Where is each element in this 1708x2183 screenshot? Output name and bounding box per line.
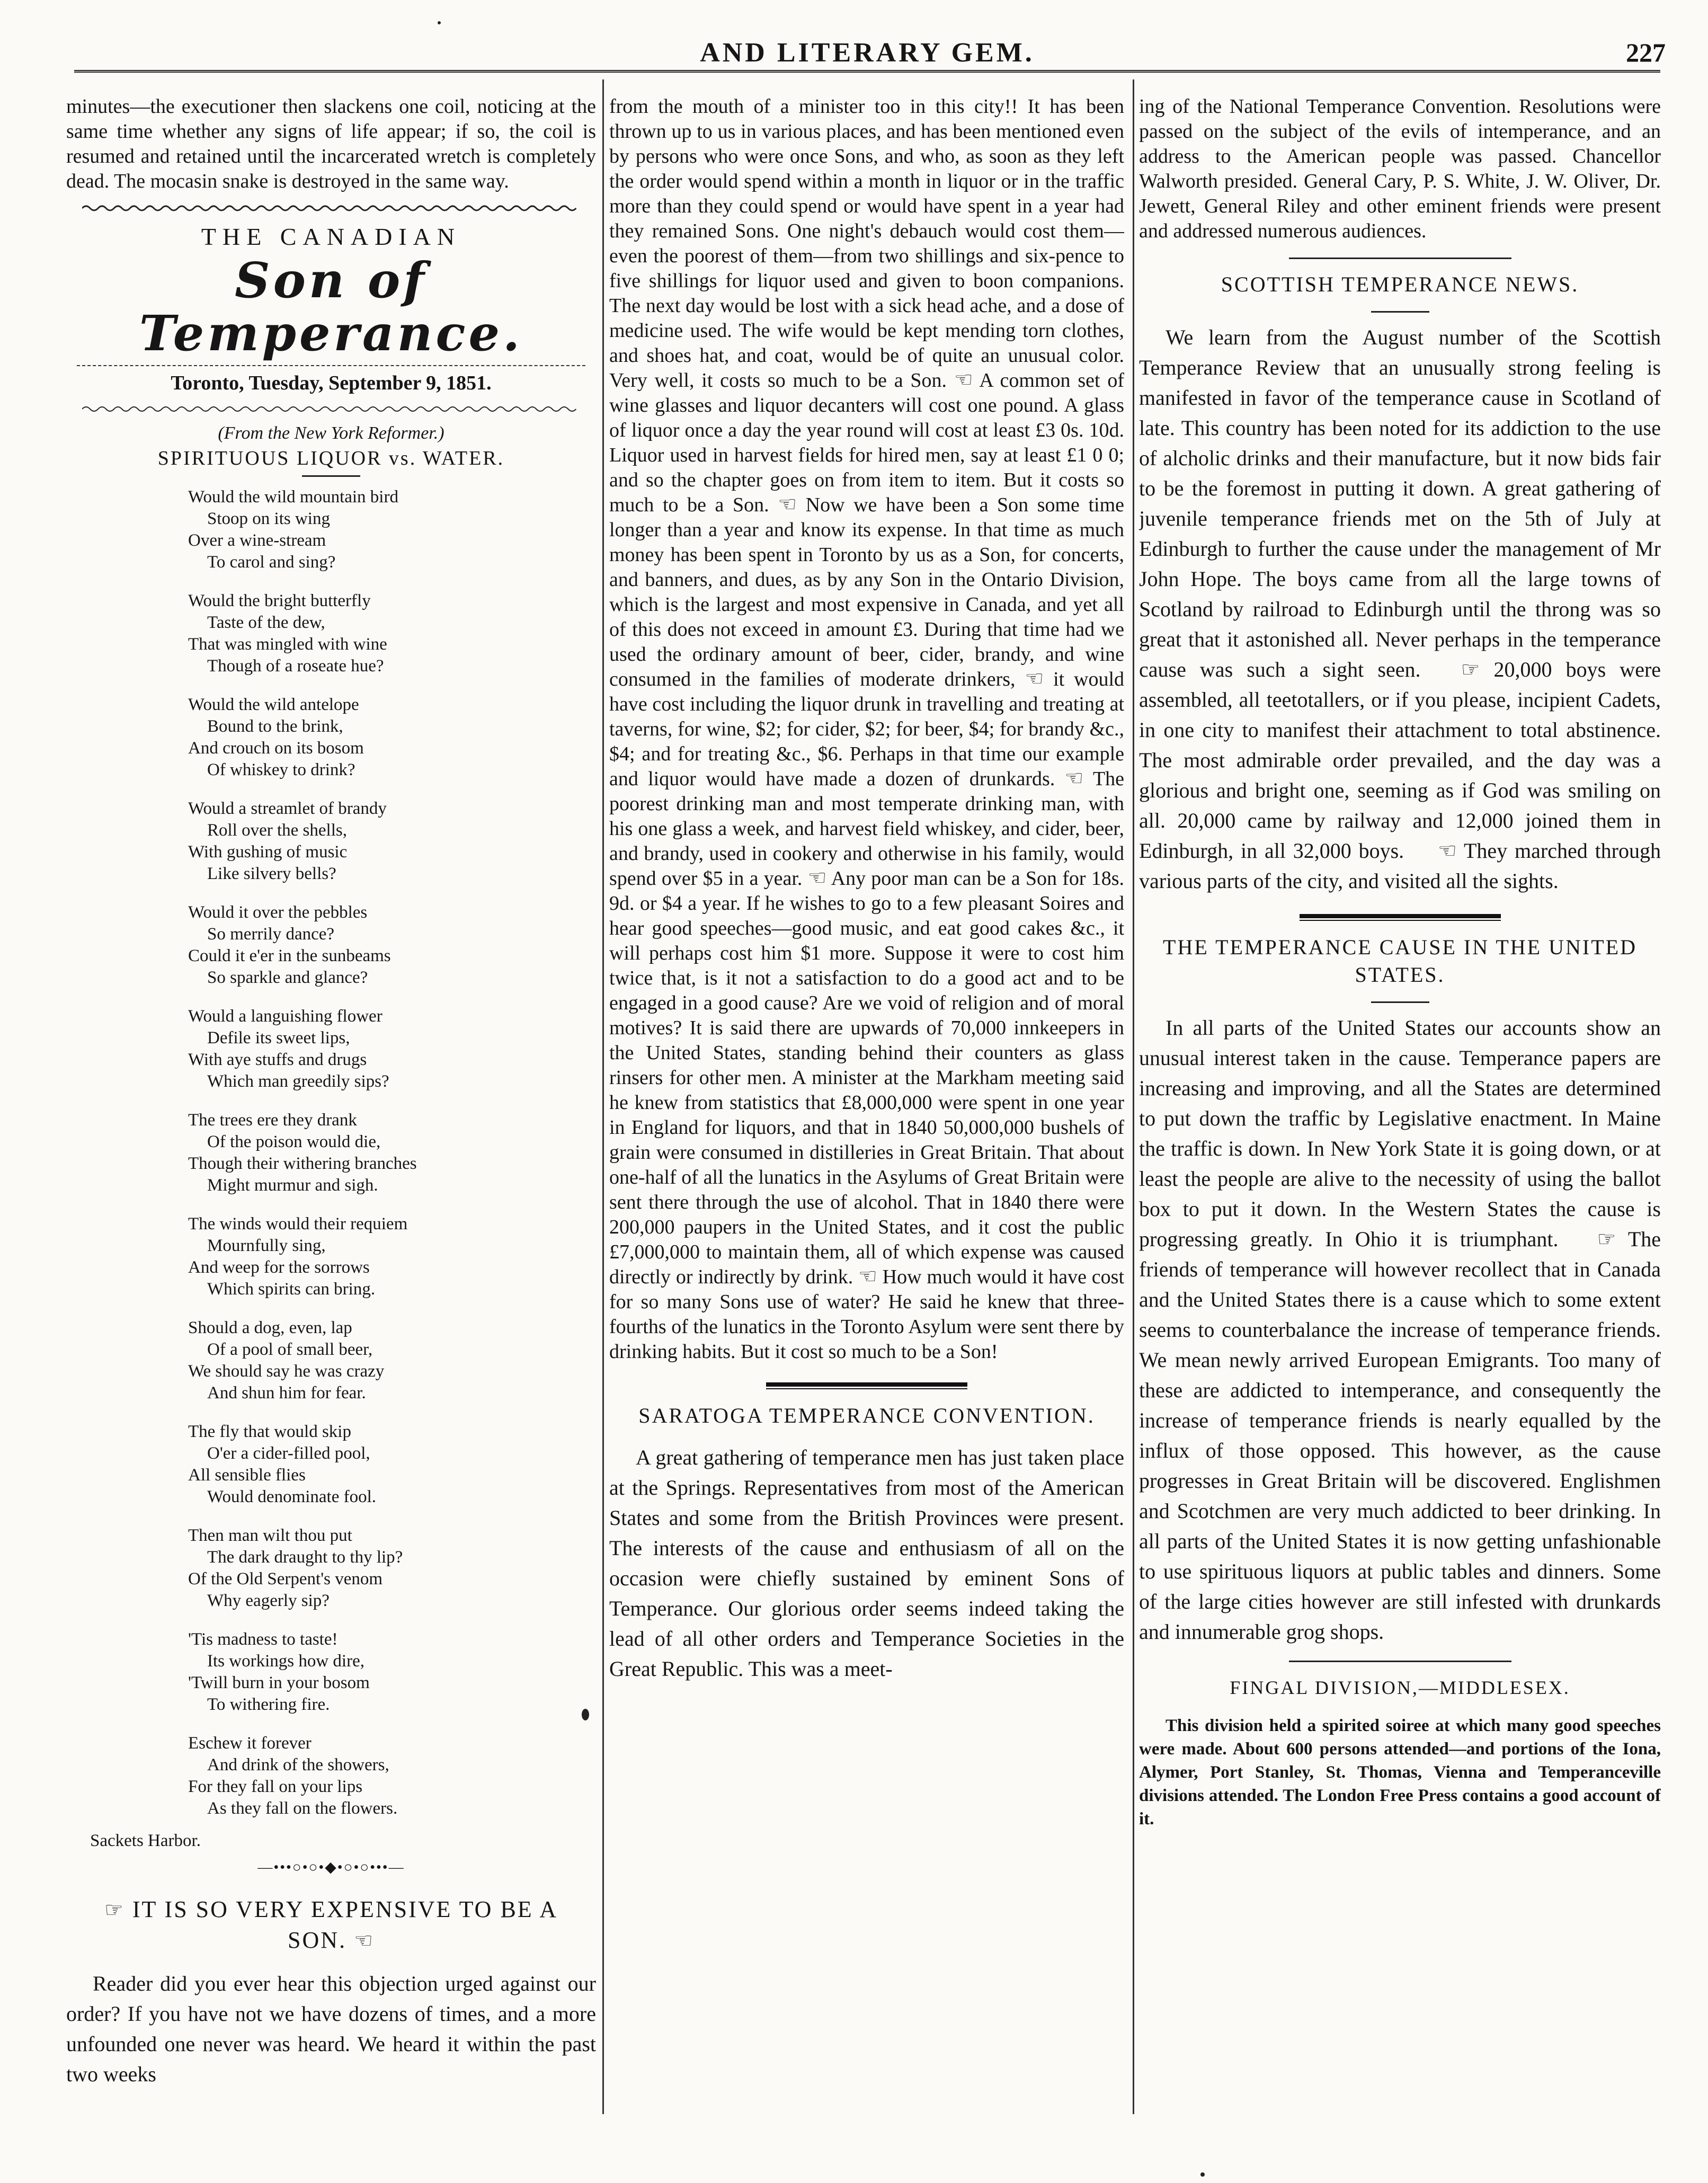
- poem-signature: Sackets Harbor.: [90, 1831, 201, 1850]
- column-1: [66, 94, 596, 2109]
- article-p2: A common set of wine glasses and liquor decanters will cost one pound. A glass of liquor once a day the year round will cost at least £3 0s. 10d. Liquor used in harvest fields for hired men, say at least £1 0 0; and so the chapter goes on from item to item. But it costs so much to be a Son.: [609, 369, 1124, 516]
- poem-line: And weep for the sorrows: [188, 1258, 370, 1277]
- poem-stanza: [188, 1317, 596, 1404]
- column-rule-1: [602, 79, 604, 2114]
- poem-line: All sensible flies: [188, 1466, 306, 1485]
- poem-line: That was mingled with wine: [188, 635, 387, 654]
- poem-line: So merrily dance?: [207, 925, 335, 944]
- poem-line: And crouch on its bosom: [188, 739, 364, 758]
- wavy-rule-2: [82, 404, 580, 414]
- pointing-hand-left-icon: ☜: [807, 866, 827, 890]
- article-p5: The poorest drinking man and most temperate drinking man, with his one glass a week, and harvest field whiskey, and cider, beer, and brandy, used in cookery and otherwise in his family, would spend over $5 in a year.: [609, 768, 1124, 890]
- poem-line: Why eagerly sip?: [207, 1591, 330, 1610]
- pointing-hand-right-icon: ☞: [1461, 658, 1480, 681]
- poem-line: Of the Old Serpent's venom: [188, 1569, 383, 1589]
- pointing-hand-left-icon: ☜: [954, 368, 973, 392]
- poem-line: Of whiskey to drink?: [207, 760, 355, 779]
- poem-line: 'Twill burn in your bosom: [188, 1673, 370, 1692]
- poem-line: Of the poison would die,: [207, 1132, 381, 1151]
- fingal-heading: FINGAL DIVISION,—MIDDLESEX.: [1230, 1677, 1570, 1698]
- scottish-paragraph: [1139, 322, 1661, 896]
- scottish-p2: 20,000 boys were assembled, all teetotallers, or if you please, incipient Cadets, in one city to manifest their attachment to total abstinence. The most admirable order prevailed, and the day was a glorious and bright one, seeming as if God was smiling on all. 20,000 came by railway and 12,000 joined them in Edinburgh, in all 32,000 boys.: [1139, 658, 1661, 863]
- poem-line: And drink of the showers,: [207, 1755, 389, 1774]
- poem-line: Would the wild antelope: [188, 695, 359, 714]
- poem-body: [66, 486, 596, 1820]
- united-states-paragraph: [1139, 1013, 1661, 1647]
- poem-line: O'er a cider-filled pool,: [207, 1444, 370, 1463]
- poem-line: And shun him for fear.: [207, 1383, 366, 1403]
- poem-line: The fly that would skip: [188, 1422, 351, 1441]
- wavy-rule: [82, 203, 580, 213]
- poem-line: The trees ere they drank: [188, 1111, 357, 1130]
- poem-stanza: [188, 902, 596, 989]
- article-p7: How much would it have cost for so many Sons use of water? He said he knew that three-fourths of the lunatics in the Toronto Asylum were sent there by drinking habits. But it cost so much to be a Son!: [609, 1266, 1124, 1363]
- pointing-hand-left-icon: ☜: [354, 1929, 375, 1953]
- poem-line: Would a languishing flower: [188, 1007, 382, 1026]
- poem-line: Then man wilt thou put: [188, 1526, 352, 1545]
- pointing-hand-left-icon: ☜: [858, 1264, 877, 1288]
- fingal-paragraph: This division held a spirited soiree at which many good speeches were made. About 600 persons attended—and portions of the Iona, Alymer, Port Stanley, St. Thomas, Vienna and Temperanceville divisions attended. The London Free Press contains a good account of it.: [1139, 1716, 1661, 1829]
- header-rule: [74, 70, 1660, 73]
- article-p1: from the mouth of a minister too in this city!! It has been thrown up to us in various places, and has been mentioned even by persons who were once Sons, and who, as soon as they left the order would spend within a month in liquor or in the traffic more than they could spend or would have spent in a year had they remained Sons. One night's debauch would cost them—even the poorest of them—from two shillings and six-pence to five shillings for liquor used and given to boon companions. The next day would be lost with a sick head ache, and a dose of medicine used. The wife would be kept mending torn clothes, and shoes hat, and coat, would be of quite an unusual color. Very well, it costs so much to be a Son.: [609, 95, 1124, 392]
- ink-speck: [438, 21, 441, 24]
- scottish-p3: They marched through various parts of the city, and visited all the sights.: [1139, 839, 1661, 893]
- poem-line: Bound to the brink,: [207, 717, 343, 736]
- poem-line: Would the bright butterfly: [188, 591, 371, 610]
- article-heading-line2: SON.: [288, 1927, 347, 1953]
- section-rule: [766, 1382, 967, 1389]
- pointing-hand-right-icon: ☞: [1597, 1227, 1616, 1251]
- us-p1: In all parts of the United States our accounts show an unusual interest taken in the cause. Temperance papers are increasing and improving, and all the States are determined to put down the traffic by Legislative enactment. In Maine the traffic is down. In New York State it is going down, or at least the people are alive to the necessity of using the ballot box to put it down. In the Western States the cause is progressing greatly. In Ohio it is triumphant.: [1139, 1016, 1661, 1251]
- poem-stanza: [188, 1213, 596, 1300]
- poem-line: To carol and sing?: [207, 553, 336, 572]
- poem-line: Taste of the dew,: [207, 613, 325, 632]
- scottish-heading: SCOTTISH TEMPERANCE NEWS.: [1221, 272, 1579, 296]
- poem-stanza: [188, 694, 596, 781]
- masthead-date: Toronto, Tuesday, September 9, 1851.: [171, 372, 492, 394]
- column-2: [609, 94, 1124, 2109]
- poem-source: (From the New York Reformer.): [218, 423, 444, 443]
- poem-line: 'Tis madness to taste!: [188, 1630, 338, 1649]
- poem-line: Though their withering branches: [188, 1154, 417, 1173]
- pointing-hand-left-icon: ☜: [1064, 766, 1084, 790]
- poem-line: Should a dog, even, lap: [188, 1318, 352, 1337]
- poem-line: Could it e'er in the sunbeams: [188, 946, 391, 965]
- poem-line: Like silvery bells?: [207, 864, 336, 883]
- poem-line: The winds would their requiem: [188, 1214, 408, 1234]
- poem-line: For they fall on your lips: [188, 1777, 363, 1796]
- heading-rule: [1371, 311, 1429, 313]
- poem-line: Though of a roseate hue?: [207, 656, 384, 676]
- section-rule: [1289, 258, 1511, 259]
- running-title: AND LITERARY GEM.: [700, 38, 1035, 68]
- poem-stanza: [188, 798, 596, 885]
- saratoga-paragraph: A great gathering of temperance men has just taken place at the Springs. Representatives from most of the American States and some from the British Provinces were present. The interests of the cause and enthusiasm of all on the occasion were chiefly sustained by eminent Sons of Temperance. Our glorious order seems indeed taking the lead of all other orders and Temperance Societies in the Great Republic. This was a meet-: [609, 1445, 1124, 1681]
- article-heading: [66, 1894, 596, 1956]
- article-p4: it would have cost including the liquor drunk in travelling and treating at taverns, for wine, $2; for cider, $2; for beer, $4; for brandy &c., $4; and for treating &c., $6. Perhaps in that time our example and liquor would have made a dozen of drunkards.: [609, 668, 1124, 790]
- poem-line: Stoop on its wing: [207, 509, 330, 528]
- masthead-the-canadian: THE CANADIAN: [201, 223, 461, 250]
- article-heading-line1: IT IS SO VERY EXPENSIVE TO BE A: [132, 1896, 558, 1922]
- poem-line: So sparkle and glance?: [207, 968, 368, 987]
- poem-line: Which spirits can bring.: [207, 1280, 376, 1299]
- poem-stanza: [188, 486, 596, 573]
- saratoga-heading: SARATOGA TEMPERANCE CONVENTION.: [638, 1404, 1095, 1427]
- article-continuation: [609, 94, 1124, 1364]
- section-rule: [1289, 1661, 1511, 1662]
- section-rule: [1300, 914, 1501, 921]
- pointing-hand-left-icon: ☜: [778, 492, 797, 516]
- poem-line: Would denominate fool.: [207, 1487, 377, 1506]
- article-p3: Now we have been a Son some time longer than a year and know its expense. In that time as much money has been spent in Toronto by us as a Son, for concerts, and banners, and dues, as by any Son in the Ontario Division, which is the largest and most expensive in Canada, and yet all of this does not exceed in amount £3. During that time had we used the ordinary amount of beer, cider, brandy, and wine consumed in the families of moderate drinkers,: [609, 494, 1124, 690]
- poem-stanza: [188, 1629, 596, 1716]
- poem-line: Mournfully sing,: [207, 1236, 326, 1255]
- poem-stanza: [188, 590, 596, 677]
- poem-line: Which man greedily sips?: [207, 1072, 389, 1091]
- intro-paragraph: minutes—the executioner then slackens one coil, noticing at the same time whether any signs of life appear; if so, the coil is resumed and retained until the incarcerated wretch is completely dead. The mocasin snake is destroyed in the same way.: [66, 95, 596, 192]
- poem-line: To withering fire.: [207, 1695, 330, 1714]
- column-rule-2: [1133, 79, 1134, 2114]
- pointing-hand-left-icon: ☜: [1438, 839, 1457, 863]
- pointing-hand-right-icon: ☞: [104, 1898, 125, 1922]
- article-intro-paragraph: Reader did you ever hear this objection urged against our order? If you have not we have dozens of times, and a more unfounded one never was heard. We heard it within the past two weeks: [66, 1972, 596, 2086]
- poem-title-rule: [302, 475, 360, 477]
- ink-speck: [1200, 2172, 1205, 2177]
- page-number: 227: [1626, 38, 1666, 67]
- scottish-p1: We learn from the August number of the Scottish Temperance Review that an unusually strong feeling is manifested in favor of the temperance cause in Scotland of late. This country has been noted for its addiction to the use of alcholic drinks and their manufacture, but it now bids fair to be the foremost in putting it down. A great gathering of juvenile temperance friends met on the 5th of July at Edinburgh to further the cause under the management of Mr John Hope. The boys came from all the large towns of Scotland by railroad to Edinburgh until the throng was so great that it astonished all. Never perhaps in the temperance cause was such a sight seen.: [1139, 325, 1661, 681]
- poem-line: As they fall on the flowers.: [207, 1799, 398, 1818]
- heading-rule: [1371, 1001, 1429, 1003]
- poem-line: Would a streamlet of brandy: [188, 799, 387, 818]
- poem-line: With gushing of music: [188, 842, 348, 862]
- poem-line: Its workings how dire,: [207, 1652, 364, 1671]
- ink-blot: [582, 1709, 589, 1720]
- article-p6: Any poor man can be a Son for 18s. 9d. or $4 a year. If he wishes to go to a few pleasant Soires and hear good speeches—good music, and eat good cakes &c., it will perhaps cost him $1 more. Suppose it were to cost him twice that, is it not a satisfaction to do a good act and to be engaged in a good cause? Are we void of religion and of moral motives? It is said there are upwards of 70,000 innkeepers in the United States, standing behind their counters as glass rinsers for other men. A minister at the Markham meeting said he knew from statistics that £8,000,000 were spent in one year in England for liquors, and that in 1840 50,000,000 bushels of grain were consumed in distilleries in Great Britain. That about one-half of all the lunatics in the Asylums of Great Britain were sent there through the use of alcohol. That in 1840 there were 200,000 paupers in the United States, and it cost the public £7,000,000 to maintain them, all of which expense was caused directly or indirectly by drink.: [609, 867, 1124, 1288]
- poem-stanza: [188, 1110, 596, 1196]
- poem-title: SPIRITUOUS LIQUOR vs. WATER.: [157, 447, 505, 469]
- poem-line: With aye stuffs and drugs: [188, 1050, 367, 1069]
- poem-line: Eschew it forever: [188, 1734, 312, 1753]
- us-p2: The friends of temperance will however recollect that in Canada and the United States there is a cause which to some extent seems to counterbalance the increase of temperance friends. We mean newly arrived European Emigrants. Too many of these are addicted to intemperance, and consequently the increase of temperance friends is nearly equalled by the influx of those opposed. This however, as the cause progresses in Great Britain will be discovered. Englishmen and Scotchmen are very much addicted to beer drinking. In all parts of the United States it is now getting unfashionable to use spirituous liquors at public tables and dinners. Some of the large cities however are still infested with drunkards and innumerable grog shops.: [1139, 1227, 1661, 1644]
- united-states-heading: THE TEMPERANCE CAUSE IN THE UNITED STATES.: [1163, 935, 1637, 987]
- column-3: [1139, 94, 1661, 2109]
- poem-line: Of a pool of small beer,: [207, 1340, 373, 1359]
- masthead-rule: [77, 365, 585, 366]
- poem-line: Would the wild mountain bird: [188, 487, 398, 507]
- poem-line: Defile its sweet lips,: [207, 1028, 350, 1048]
- ornamental-rule: —•••○•○•◆•○•○•••—: [257, 1859, 405, 1876]
- saratoga-continuation: ing of the National Temperance Convention. Resolutions were passed on the subject of the evils of intemperance, and an address to the American people was passed. Chancellor Walworth presided. General Cary, P. S. White, J. W. Oliver, Dr. Jewett, General Riley and other eminent friends were present and addressed numerous audiences.: [1139, 95, 1661, 242]
- poem-line: The dark draught to thy lip?: [207, 1548, 403, 1567]
- poem-stanza: [188, 1006, 596, 1093]
- poem-stanza: [188, 1525, 596, 1612]
- poem-line: Might murmur and sigh.: [207, 1176, 378, 1195]
- poem-line: Would it over the pebbles: [188, 903, 368, 922]
- poem-stanza: [188, 1733, 596, 1820]
- poem-line: Roll over the shells,: [207, 821, 347, 840]
- page-header: [69, 37, 1666, 74]
- poem-line: We should say he was crazy: [188, 1362, 385, 1381]
- pointing-hand-left-icon: ☜: [1025, 667, 1044, 690]
- masthead-title: Son of Temperance.: [139, 252, 523, 362]
- poem-stanza: [188, 1421, 596, 1508]
- poem-line: Over a wine-stream: [188, 531, 326, 550]
